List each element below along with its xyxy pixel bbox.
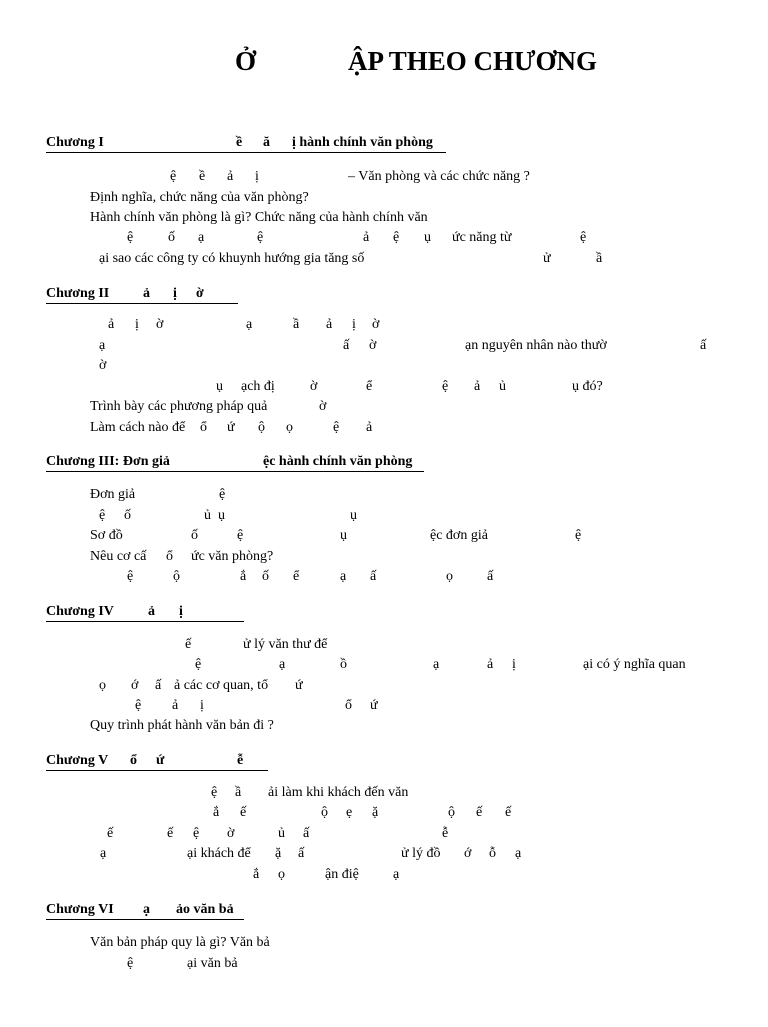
heading-fragment: Chương II: [46, 286, 110, 301]
text-fragment: ức năng từ: [452, 230, 512, 245]
text-fragment: ị: [200, 698, 204, 713]
text-fragment: ờ: [227, 826, 235, 841]
chapter-5-line-3: [0, 825, 768, 843]
text-fragment: ờ: [99, 358, 107, 373]
text-fragment: ệ: [211, 785, 218, 800]
text-fragment: ả: [227, 169, 234, 184]
text-fragment: ạch đị: [241, 379, 275, 394]
text-fragment: ắ: [253, 867, 260, 882]
text-fragment: ị: [135, 317, 139, 332]
chapter-2-line-6: [0, 419, 768, 437]
chapter-1-line-1: [0, 168, 768, 186]
text-fragment: ức văn phòng?: [191, 549, 274, 564]
chapter-6-line-1: [90, 934, 690, 952]
chapter-3-line-4: [0, 548, 768, 566]
text-fragment: ả: [326, 317, 333, 332]
chapter-4-line-5: [90, 717, 690, 735]
text-fragment: ế: [167, 826, 174, 841]
text-fragment: ấ: [370, 569, 377, 584]
chapter-5-line-2: [0, 804, 768, 822]
chapter-2-line-1: [0, 316, 768, 334]
text-fragment: ệ: [193, 826, 200, 841]
text-fragment: ổ: [200, 420, 207, 435]
chapter-1-line-2: [90, 189, 690, 207]
chapter-4-line-3: [0, 677, 768, 695]
text-fragment: ờ: [372, 317, 380, 332]
chapter-6-line-2: [0, 955, 768, 973]
text-fragment: ộ: [321, 805, 328, 820]
text-fragment: ị: [352, 317, 356, 332]
text-fragment: ệ: [127, 956, 134, 971]
text-fragment: ồ: [340, 657, 347, 672]
chapter-3-line-1: [90, 486, 690, 504]
text-fragment: ứ: [227, 420, 235, 435]
text-fragment: ạn nguyên nhân nào thườ: [465, 338, 607, 353]
text-fragment: ả: [108, 317, 115, 332]
text-fragment: ả: [366, 420, 373, 435]
text-fragment: ệc đơn giả: [430, 528, 488, 543]
chapter-5-line-1: [0, 784, 768, 802]
text-fragment: ấ: [155, 678, 162, 693]
text-fragment: ận điệ: [325, 867, 359, 882]
text-fragment: ệ: [127, 230, 134, 245]
chapter-2-line-4: [0, 378, 768, 396]
text-fragment: ạ: [246, 317, 253, 332]
text-fragment: ả: [474, 379, 481, 394]
text-fragment: ọ: [99, 678, 106, 693]
heading-fragment: Chương VI: [46, 902, 114, 917]
heading-fragment: ị: [179, 604, 183, 619]
text-fragment: ạ: [100, 846, 107, 861]
text-fragment: ệ: [195, 657, 202, 672]
text-fragment: ụ: [218, 508, 225, 523]
text-fragment: ỗ: [489, 846, 496, 861]
text-fragment: ệ: [170, 169, 177, 184]
text-fragment: ộ: [258, 420, 265, 435]
text-fragment: ờ: [369, 338, 377, 353]
text-fragment: Làm cách nào để: [90, 420, 186, 435]
text-fragment: ấ: [343, 338, 350, 353]
text-fragment: ứ: [295, 678, 303, 693]
text-fragment: ẹ: [346, 805, 353, 820]
text-fragment: ế: [240, 805, 247, 820]
text-fragment: ế: [505, 805, 512, 820]
text-fragment: ễ: [442, 826, 449, 841]
text-fragment: ệ: [393, 230, 400, 245]
text-fragment: ệ: [237, 528, 244, 543]
text-fragment: Định nghĩa, chức năng của văn phòng?: [90, 190, 309, 205]
text-fragment: ổ: [166, 549, 173, 564]
text-fragment: Hành chính văn phòng là gì? Chức năng của hành chính văn: [90, 210, 428, 225]
text-fragment: ổ: [345, 698, 352, 713]
text-fragment: ụ: [424, 230, 431, 245]
text-fragment: ố: [191, 528, 198, 543]
text-fragment: ả: [487, 657, 494, 672]
text-fragment: Văn bản pháp quy là gì? Văn bả: [90, 935, 270, 950]
text-fragment: ể: [293, 569, 300, 584]
text-fragment: ấ: [298, 846, 305, 861]
text-fragment: Trình bày các phương pháp quả: [90, 399, 268, 414]
heading-fragment: ễ: [237, 753, 244, 768]
chapter-2-heading: [46, 285, 238, 304]
text-fragment: ệ: [127, 569, 134, 584]
chapter-4-line-4: [0, 697, 768, 715]
text-fragment: ố: [124, 508, 131, 523]
heading-fragment: ạ: [143, 902, 150, 917]
text-fragment: ạ: [340, 569, 347, 584]
text-fragment: ế: [185, 637, 192, 652]
text-fragment: ị: [512, 657, 516, 672]
text-fragment: ố: [168, 230, 175, 245]
chapter-5-line-4: [0, 845, 768, 863]
chapter-3-heading: [46, 453, 424, 472]
heading-fragment: ờ: [196, 286, 204, 301]
text-fragment: ạ: [99, 338, 106, 353]
text-fragment: ấ: [700, 338, 707, 353]
heading-fragment: Chương V: [46, 753, 109, 768]
text-fragment: ị: [255, 169, 259, 184]
text-fragment: ấ: [303, 826, 310, 841]
document-title: [0, 46, 768, 86]
chapter-2-line-5: [90, 398, 690, 416]
text-fragment: ệ: [575, 528, 582, 543]
chapter-3-line-2: [0, 507, 768, 525]
text-fragment: ụ: [340, 528, 347, 543]
text-fragment: ờ: [310, 379, 318, 394]
text-fragment: ọ: [278, 867, 285, 882]
text-fragment: ủ: [204, 508, 211, 523]
text-fragment: ử: [543, 251, 551, 266]
text-fragment: ại có ý nghĩa quan: [583, 657, 686, 672]
chapter-5-heading: [46, 752, 268, 771]
text-fragment: ệ: [219, 487, 226, 502]
text-fragment: ại sao các công ty có khuynh hướng gia tăng số: [99, 251, 365, 266]
text-fragment: ọ: [286, 420, 293, 435]
chapter-2-line-2: [0, 337, 768, 355]
text-fragment: Sơ đồ: [90, 528, 123, 543]
text-fragment: ệ: [257, 230, 264, 245]
text-fragment: ả các cơ quan, tổ: [174, 678, 269, 693]
text-fragment: ử lý văn thư để: [243, 637, 328, 652]
text-fragment: Đơn giả: [90, 487, 136, 502]
text-fragment: ộ: [173, 569, 180, 584]
heading-fragment: ảo văn bả: [176, 902, 234, 917]
text-fragment: ứ: [370, 698, 378, 713]
chapter-1-line-5: [0, 250, 768, 268]
heading-fragment: ệc hành chính văn phòng: [263, 454, 413, 469]
text-fragment: ệ: [135, 698, 142, 713]
text-fragment: ộ: [448, 805, 455, 820]
text-fragment: ề: [199, 169, 206, 184]
heading-fragment: Chương III: Đơn giả: [46, 454, 170, 469]
text-fragment: ệ: [99, 508, 106, 523]
chapter-1-heading: [46, 134, 446, 153]
chapter-1-line-4: [0, 229, 768, 247]
text-fragment: ệ: [442, 379, 449, 394]
text-fragment: Nêu cơ cấ: [90, 549, 147, 564]
text-fragment: ủ: [499, 379, 506, 394]
chapter-2-line-3: [0, 357, 768, 375]
text-fragment: ệ: [580, 230, 587, 245]
chapter-3-line-3: [0, 527, 768, 545]
text-fragment: ải làm khi khách đến văn: [268, 785, 409, 800]
text-fragment: ọ: [446, 569, 453, 584]
text-fragment: ụ: [350, 508, 357, 523]
text-fragment: ầ: [596, 251, 603, 266]
text-fragment: ắ: [240, 569, 247, 584]
text-fragment: ạ: [515, 846, 522, 861]
text-fragment: ạ: [433, 657, 440, 672]
chapter-4-line-2: [0, 656, 768, 674]
heading-fragment: ả: [143, 286, 150, 301]
text-fragment: ầ: [293, 317, 300, 332]
text-fragment: ầ: [235, 785, 242, 800]
chapter-5-line-5: [0, 866, 768, 884]
text-fragment: ớ: [131, 678, 139, 693]
text-fragment: – Văn phòng và các chức năng ?: [348, 169, 530, 184]
heading-fragment: ứ: [156, 753, 165, 768]
text-fragment: ạ: [198, 230, 205, 245]
heading-fragment: ị hành chính văn phòng: [292, 135, 433, 150]
text-fragment: ế: [476, 805, 483, 820]
chapter-3-line-5: [0, 568, 768, 586]
text-fragment: ể: [366, 379, 373, 394]
chapter-4-heading: [46, 603, 244, 622]
text-fragment: ờ: [319, 399, 327, 414]
text-fragment: ại văn bả: [187, 956, 238, 971]
chapter-1-line-3: [90, 209, 690, 227]
text-fragment: ớ: [464, 846, 472, 861]
title-fragment-2: ẬP THEO CHƯƠNG: [348, 46, 598, 76]
text-fragment: ế: [107, 826, 114, 841]
text-fragment: ệ: [333, 420, 340, 435]
heading-fragment: Chương I: [46, 135, 104, 150]
text-fragment: ấ: [487, 569, 494, 584]
text-fragment: ụ đó?: [572, 379, 603, 394]
text-fragment: ụ: [216, 379, 223, 394]
chapter-4-line-1: [0, 636, 768, 654]
text-fragment: ặ: [372, 805, 379, 820]
chapter-6-heading: [46, 901, 244, 920]
heading-fragment: ề: [236, 135, 243, 150]
text-fragment: ại khách để: [187, 846, 251, 861]
heading-fragment: ả: [148, 604, 155, 619]
text-fragment: ố: [262, 569, 269, 584]
title-fragment-1: Ở: [235, 46, 257, 76]
text-fragment: ử lý đồ: [401, 846, 441, 861]
text-fragment: ờ: [156, 317, 164, 332]
text-fragment: ạ: [393, 867, 400, 882]
text-fragment: ả: [363, 230, 370, 245]
text-fragment: Quy trình phát hành văn bản đi ?: [90, 718, 274, 733]
text-fragment: ặ: [275, 846, 282, 861]
heading-fragment: ă: [263, 135, 270, 150]
heading-fragment: ị: [173, 286, 177, 301]
heading-fragment: ổ: [130, 753, 137, 768]
text-fragment: ạ: [279, 657, 286, 672]
text-fragment: ủ: [278, 826, 285, 841]
heading-fragment: Chương IV: [46, 604, 114, 619]
text-fragment: ắ: [213, 805, 220, 820]
text-fragment: ả: [172, 698, 179, 713]
